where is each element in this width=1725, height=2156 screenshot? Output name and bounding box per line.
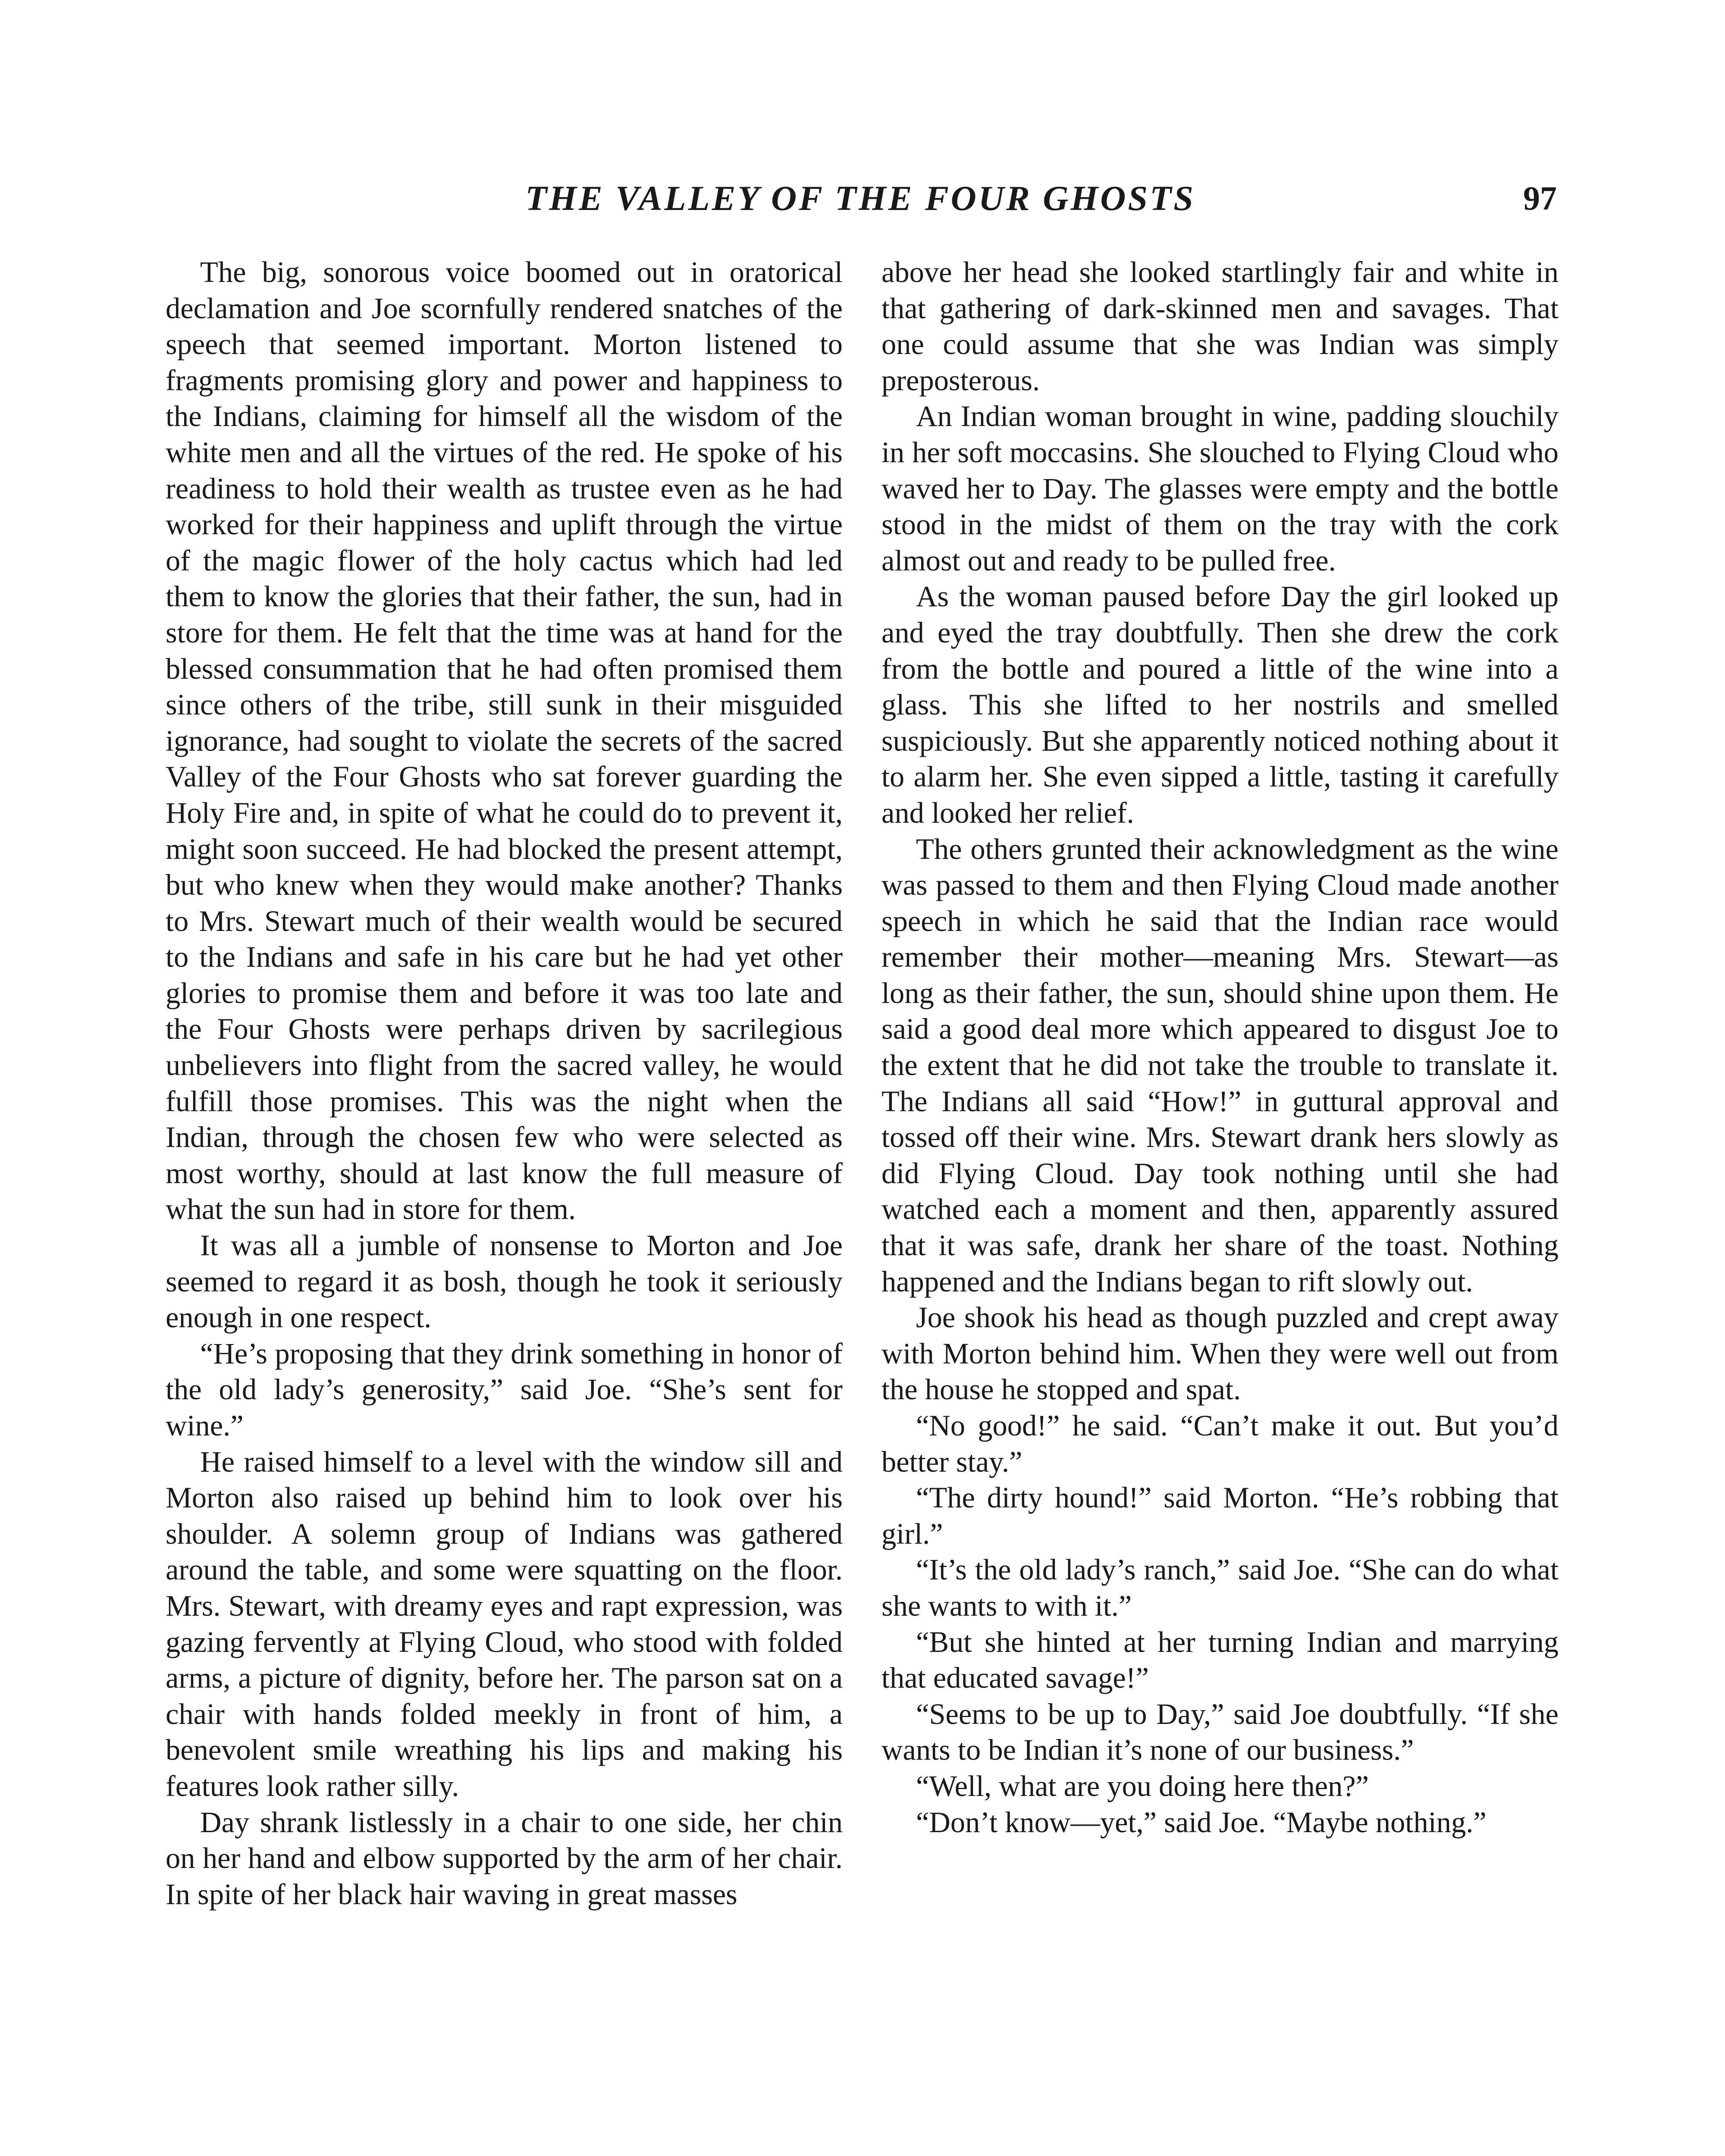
dialogue-line: “The dirty hound!” said Morton. “He’s robbing that girl.” <box>881 1481 1559 1550</box>
dialogue-line: “Seems to be up to Day,” said Joe doubtfully. “If she wants to be Indian it’s none of our business.” <box>881 1697 1559 1767</box>
paragraph: As the woman paused before Day the girl looked up and eyed the tray doubtfully. Then she drew the cork from the bottle and poured a little of the wine into a glass. This she lifted to her nostrils and smelled suspiciously. But she apparently noticed nothing about it to alarm her. She even sipped a little, tasting it carefully and looked her relief. <box>881 580 1559 829</box>
page-number: 97 <box>1523 179 1557 217</box>
dialogue-line: “Don’t know—yet,” said Joe. “Maybe nothing.” <box>916 1805 1487 1839</box>
paragraph: An Indian woman brought in wine, padding slouchily in her soft moccasins. She slouched to Flying Cloud who waved her to Day. The glasses were empty and the bottle stood in the midst of them on the tray with the cork almost out and ready to be pulled free. <box>881 400 1559 577</box>
paragraph: The others grunted their acknowledgment as the wine was passed to them and then Flying Cloud made another speech in which he said that the Indian race would remember their mother—meaning Mrs. Stewart—as long as their father, the sun, should shine upon them. He said a good deal more which appeared to disgust Joe to the extent that he did not take the trouble to translate it. The Indians all said “How!” in guttural approval and tossed off their wine. Mrs. Stewart drank hers slowly as did Flying Cloud. Day took nothing until she had watched each a moment and then, apparently assured that it was safe, drank her share of the toast. Nothing happened and the Indians began to rift slowly out. <box>881 832 1559 1298</box>
dialogue-line: “It’s the old lady’s ranch,” said Joe. “She can do what she wants to with it.” <box>881 1553 1559 1622</box>
running-head <box>164 172 1557 224</box>
paragraph: “He’s proposing that they drink something in honor of the old lady’s generosity,” said Joe. “She’s sent for wine.” <box>166 1337 843 1442</box>
paragraph: He raised himself to a level with the window sill and Morton also raised up behind him to look over his shoulder. A solemn group of Indians was gathered around the table, and some were squatting on the floor. Mrs. Stewart, with dreamy eyes and rapt expression, was gazing fervently at Flying Cloud, who stood with folded arms, a picture of dignity, before her. The parson sat on a chair with hands folded meekly in front of him, a benevolent smile wreathing his lips and making his features look rather silly. <box>166 1445 843 1802</box>
right-text-column <box>881 254 1559 1840</box>
running-title: THE VALLEY OF THE FOUR GHOSTS <box>525 179 1195 218</box>
paragraph: It was all a jumble of nonsense to Morton and Joe seemed to regard it as bosh, though he took it seriously enough in one respect. <box>166 1229 843 1334</box>
paragraph-continuation: above her head she looked startlingly fair and white in that gathering of dark-skinned men and savages. That one could assume that she was Indian was simply preposterous. <box>881 256 1559 397</box>
paragraph: Day shrank listlessly in a chair to one side, her chin on her hand and elbow supported by the arm of her chair. In spite of her black hair waving in great masses <box>166 1805 843 1911</box>
paragraph: The big, sonorous voice boomed out in oratorical declamation and Joe scornfully rendered snatches of the speech that seemed important. Morton listened to fragments promising glory and power and happiness to the Indians, claiming for himself all the wisdom of the white men and all the virtues of the red. He spoke of his readiness to hold their wealth as trustee even as he had worked for their happiness and uplift through the virtue of the magic flower of the holy cactus which had led them to know the glories that their father, the sun, had in store for them. He felt that the time was at hand for the blessed consummation that he had often promised them since others of the tribe, still sunk in their misguided ignorance, had sought to violate the secrets of the sacred Valley of the Four Ghosts who sat forever guarding the Holy Fire and, in spite of what he could do to prevent it, might soon succeed. He had blocked the present attempt, but who knew when they would make another? Thanks to Mrs. Stewart much of their wealth would be secured to the Indians and safe in his care but he had yet other glories to promise them and before it was too late and the Four Ghosts were perhaps driven by sacrilegious unbelievers into flight from the sacred valley, he would fulfill those promises. This was the night when the Indian, through the chosen few who were selected as most worthy, should at last know the full measure of what the sun had in store for them. <box>166 256 843 1226</box>
paragraph: Joe shook his head as though puzzled and crept away with Morton behind him. When they were well out from the house he stopped and spat. <box>881 1301 1559 1406</box>
dialogue-line: “No good!” he said. “Can’t make it out. But you’d better stay.” <box>881 1409 1559 1478</box>
dialogue-line: “Well, what are you doing here then?” <box>916 1769 1369 1802</box>
left-text-column <box>166 254 843 1912</box>
dialogue-line: “But she hinted at her turning Indian and marrying that educated savage!” <box>881 1625 1559 1695</box>
